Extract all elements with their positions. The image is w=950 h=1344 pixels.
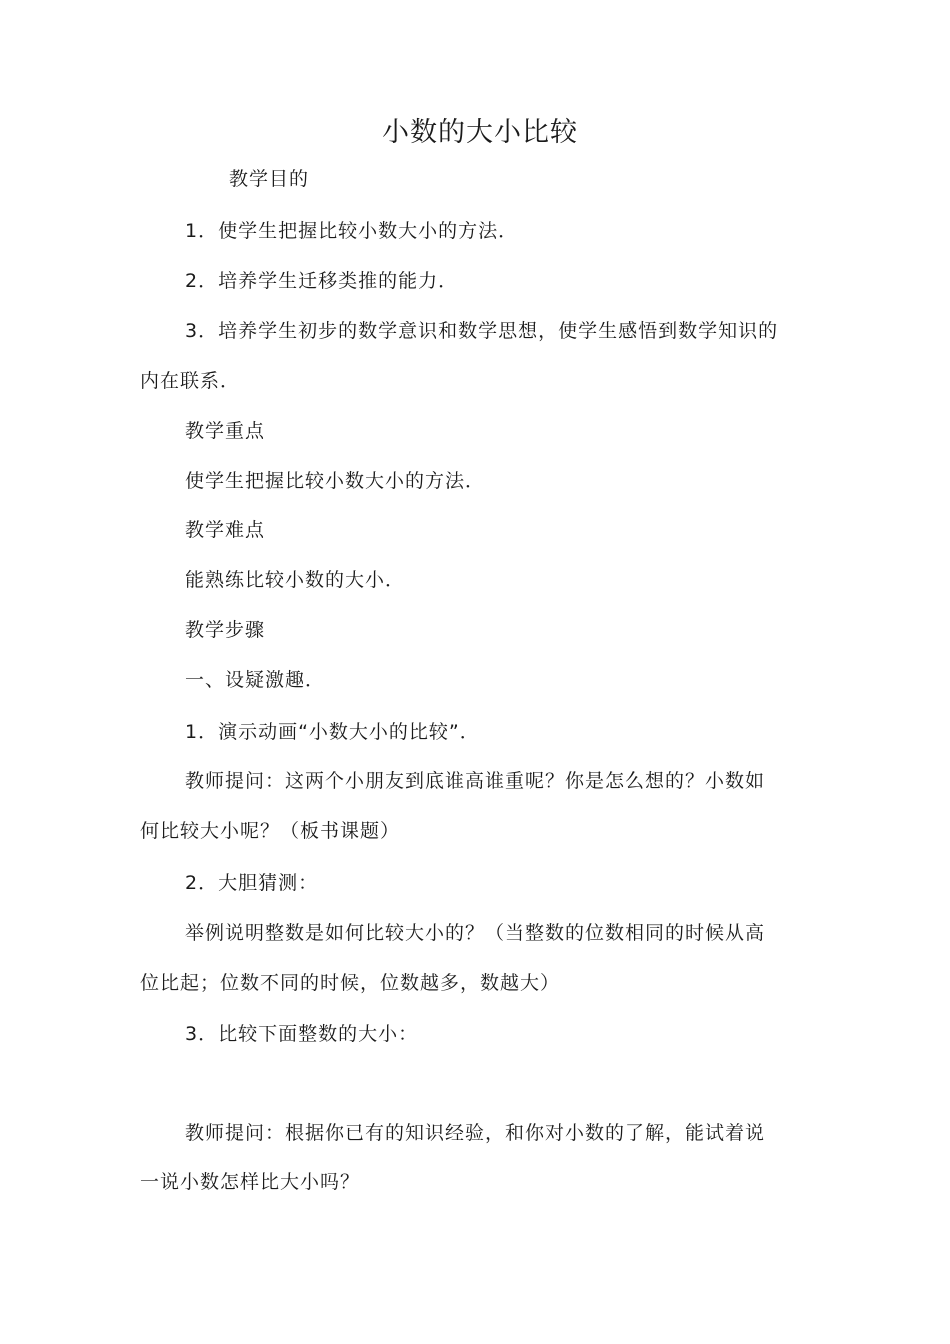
key-point-text: 使学生把握比较小数大小的方法． bbox=[185, 470, 486, 492]
document-title: 小数的大小比较 bbox=[382, 117, 578, 148]
teacher-question-2: 教师提问：根据你已有的知识经验，和你对小数的了解，能试着说 bbox=[185, 1122, 766, 1144]
heading-teaching-goals: 教学目的 bbox=[229, 168, 310, 190]
teacher-question-1: 教师提问：这两个小朋友到底谁高谁重呢？你是怎么想的？小数如 bbox=[185, 770, 766, 792]
teacher-question-1-continued: 何比较大小呢？（板书课题） bbox=[140, 820, 401, 842]
heading-steps: 教学步骤 bbox=[185, 619, 266, 641]
step-1-item-2: 2．大胆猜测： bbox=[185, 872, 319, 894]
goal-3-continued: 内在联系． bbox=[140, 370, 241, 392]
goal-3: 3．培养学生初步的数学意识和数学思想，使学生感悟到数学知识的 bbox=[185, 320, 779, 342]
integer-comparison-example-continued: 位比起；位数不同的时候，位数越多，数越大） bbox=[140, 972, 561, 994]
goal-1: 1．使学生把握比较小数大小的方法． bbox=[185, 220, 519, 242]
goal-2: 2．培养学生迁移类推的能力． bbox=[185, 270, 459, 292]
difficulty-text: 能熟练比较小数的大小． bbox=[185, 569, 406, 591]
heading-difficulty: 教学难点 bbox=[185, 519, 266, 541]
step-1-item-1: 1．演示动画“小数大小的比较”． bbox=[185, 721, 480, 743]
step-1-item-3: 3．比较下面整数的大小： bbox=[185, 1023, 419, 1045]
teacher-question-2-continued: 一说小数怎样比大小吗？ bbox=[140, 1171, 361, 1193]
integer-comparison-example: 举例说明整数是如何比较大小的？（当整数的位数相同的时候从高 bbox=[185, 922, 766, 944]
heading-key-point: 教学重点 bbox=[185, 420, 266, 442]
step-section-1: 一、设疑激趣． bbox=[185, 669, 326, 691]
